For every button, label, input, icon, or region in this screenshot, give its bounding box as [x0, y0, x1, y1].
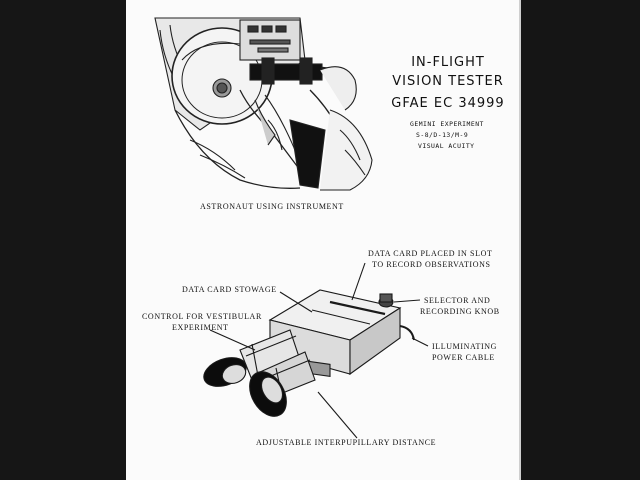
callout-data-card-stowage: DATA CARD STOWAGE: [182, 285, 277, 294]
callout-control-1: CONTROL FOR VESTIBULAR: [142, 312, 262, 321]
top-caption: ASTRONAUT USING INSTRUMENT: [200, 202, 344, 211]
callout-power-2: POWER CABLE: [432, 353, 495, 362]
callout-selector-2: RECORDING KNOB: [420, 307, 500, 316]
subtitle-line-3: VISUAL ACUITY: [418, 142, 475, 150]
callout-selector-1: SELECTOR AND: [424, 296, 491, 305]
callout-control-2: EXPERIMENT: [172, 323, 229, 332]
callout-data-card-slot-1: DATA CARD PLACED IN SLOT: [368, 249, 493, 258]
title-line-1: IN-FLIGHT: [411, 55, 485, 70]
callout-data-card-slot-2: TO RECORD OBSERVATIONS: [372, 260, 491, 269]
title-line-2: VISION TESTER: [392, 74, 504, 89]
title-line-3: GFAE EC 34999: [391, 96, 505, 111]
callout-interpupillary: ADJUSTABLE INTERPUPILLARY DISTANCE: [256, 438, 437, 447]
subtitle-line-2: S-8/D-13/M-9: [416, 131, 469, 139]
subtitle-line-1: GEMINI EXPERIMENT: [410, 120, 484, 128]
callout-power-1: ILLUMINATING: [432, 342, 497, 351]
